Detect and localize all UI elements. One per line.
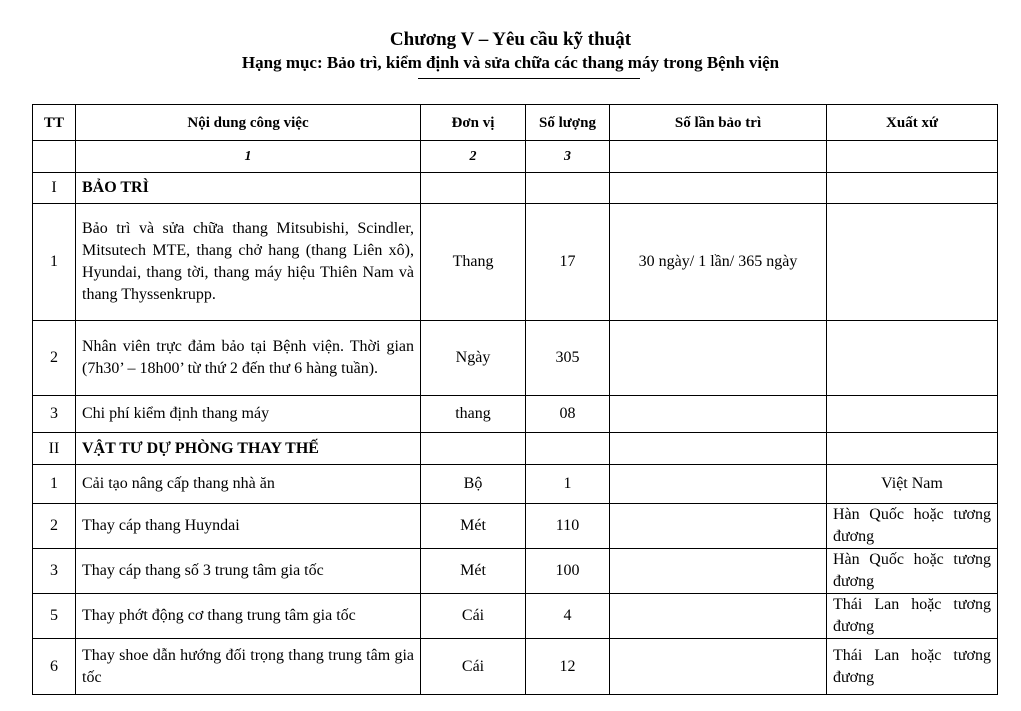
row-origin — [827, 396, 998, 433]
row-quantity: 110 — [526, 504, 610, 549]
row-content: Thay phớt động cơ thang trung tâm gia tốc — [76, 594, 421, 639]
row-quantity: 4 — [526, 594, 610, 639]
row-unit: Cái — [421, 639, 526, 695]
row-unit: Mét — [421, 549, 526, 594]
section-row — [33, 173, 998, 204]
section-number: I — [33, 173, 76, 204]
row-content: Thay cáp thang Huyndai — [76, 504, 421, 549]
subtitle-underline — [418, 78, 640, 79]
row-origin — [827, 204, 998, 321]
row-frequency — [610, 549, 827, 594]
row-tt: 3 — [33, 396, 76, 433]
row-unit: Thang — [421, 204, 526, 321]
row-frequency — [610, 465, 827, 504]
section-number: II — [33, 433, 76, 465]
row-tt: 5 — [33, 594, 76, 639]
section-title: VẬT TƯ DỰ PHÒNG THAY THẾ — [76, 433, 421, 465]
row-frequency — [610, 639, 827, 695]
row-unit: Cái — [421, 594, 526, 639]
requirements-table — [32, 104, 998, 695]
row-frequency — [610, 504, 827, 549]
column-number-unit: 2 — [421, 141, 526, 173]
row-content: Bảo trì và sửa chữa thang Mitsubishi, Scindler, Mitsutech MTE, thang chở hang (thang Liên xô), Hyundai, thang tời, thang máy hiệu Thiên Nam và thang Thyssenkrupp. — [76, 204, 421, 321]
row-quantity: 305 — [526, 321, 610, 396]
column-number-row — [33, 141, 998, 173]
row-origin: Thái Lan hoặc tương đương — [827, 639, 998, 695]
section-row — [33, 433, 998, 465]
row-tt: 6 — [33, 639, 76, 695]
row-tt: 2 — [33, 504, 76, 549]
table-row — [33, 639, 998, 695]
row-quantity: 08 — [526, 396, 610, 433]
row-quantity: 17 — [526, 204, 610, 321]
row-content: Cải tạo nâng cấp thang nhà ăn — [76, 465, 421, 504]
document-title: Chương V – Yêu cầu kỹ thuật — [389, 29, 632, 50]
row-content: Thay cáp thang số 3 trung tâm gia tốc — [76, 549, 421, 594]
row-tt: 1 — [33, 465, 76, 504]
row-quantity: 100 — [526, 549, 610, 594]
document-subtitle: Hạng mục: Bảo trì, kiểm định và sửa chữa các thang máy trong Bệnh viện — [241, 53, 780, 72]
table-row — [33, 321, 998, 396]
row-frequency: 30 ngày/ 1 lần/ 365 ngày — [610, 204, 827, 321]
table-row — [33, 396, 998, 433]
row-tt: 2 — [33, 321, 76, 396]
row-frequency — [610, 321, 827, 396]
table-row — [33, 549, 998, 594]
row-unit: Ngày — [421, 321, 526, 396]
row-origin — [827, 321, 998, 396]
row-tt: 3 — [33, 549, 76, 594]
row-content: Chi phí kiểm định thang máy — [76, 396, 421, 433]
table-row — [33, 504, 998, 549]
section-title: BẢO TRÌ — [76, 173, 421, 204]
row-tt: 1 — [33, 204, 76, 321]
row-frequency — [610, 396, 827, 433]
row-quantity: 12 — [526, 639, 610, 695]
header-row — [33, 105, 998, 141]
header-quantity: Số lượng — [526, 105, 610, 141]
row-origin: Hàn Quốc hoặc tương đương — [827, 504, 998, 549]
column-number-quantity: 3 — [526, 141, 610, 173]
row-content: Nhân viên trực đảm bảo tại Bệnh viện. Thời gian (7h30’ – 18h00’ từ thứ 2 đến thư 6 hàng tuần). — [76, 321, 421, 396]
header-tt: TT — [33, 105, 76, 141]
header-content: Nội dung công việc — [76, 105, 421, 141]
row-unit: Bộ — [421, 465, 526, 504]
row-unit: Mét — [421, 504, 526, 549]
header-frequency: Số lần bảo trì — [610, 105, 827, 141]
row-origin: Việt Nam — [827, 465, 998, 504]
row-frequency — [610, 594, 827, 639]
row-content: Thay shoe dẫn hướng đối trọng thang trung tâm gia tốc — [76, 639, 421, 695]
header-unit: Đơn vị — [421, 105, 526, 141]
header-origin: Xuất xứ — [827, 105, 998, 141]
table-row — [33, 465, 998, 504]
row-origin: Hàn Quốc hoặc tương đương — [827, 549, 998, 594]
row-quantity: 1 — [526, 465, 610, 504]
column-number-content: 1 — [76, 141, 421, 173]
table-row — [33, 204, 998, 321]
row-unit: thang — [421, 396, 526, 433]
row-origin: Thái Lan hoặc tương đương — [827, 594, 998, 639]
table-row — [33, 594, 998, 639]
